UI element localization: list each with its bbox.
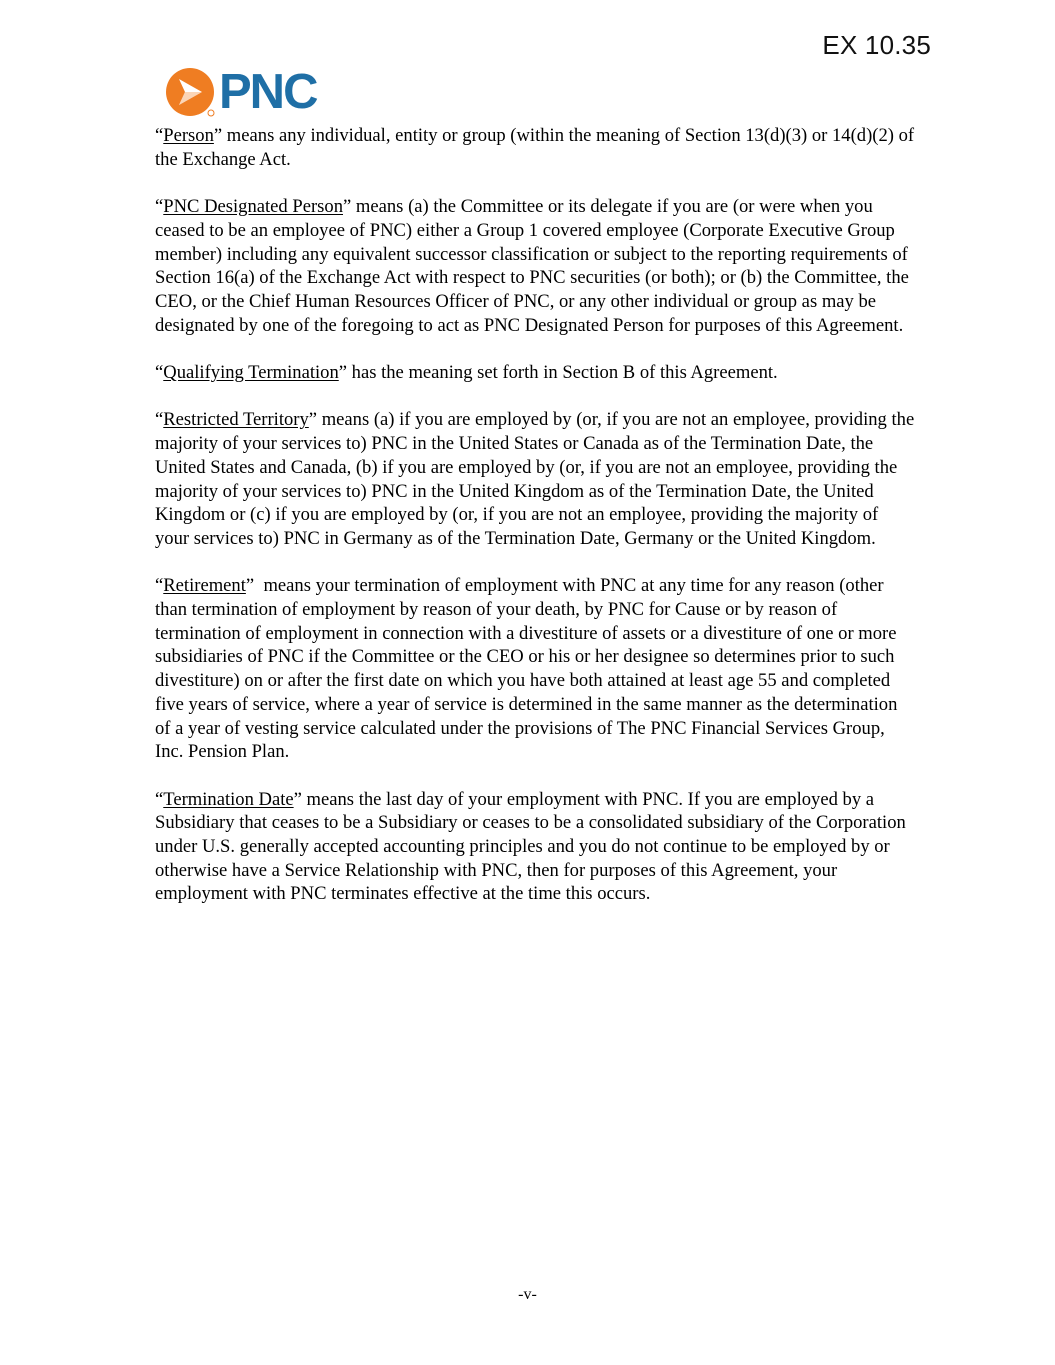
defined-term: Person <box>163 125 214 146</box>
definition-text: means the last day of your employment with PNC. If you are employed by a Subsidiary that ceases to be a Subsidiary or ceases to be a consolidated subsidiary of the Corporation under U.S. generally accepted accounting principles and you do not continue to be employed by or otherwise have a Service Relationship with PNC, then for purposes of this Agreement, your employment with PNC terminates effective at the time this occurs. <box>155 788 906 905</box>
definition-text: means (a) if you are employed by (or, if you are not an employee, providing the majority of your services to) PNC in the United States or Canada as of the Termination Date, the United States and Canada, (b) if you are employed by (or, if you are not an employee, providing the majority of your services to) PNC in the United Kingdom as of the Termination Date, the United Kingdom or (c) if you are employed by (or, if you are not an employee, providing the majority of your services to) PNC in Germany as of the Termination Date, Germany or the United Kingdom. <box>155 409 915 549</box>
pnc-arrow-logo-icon <box>165 66 217 118</box>
defined-term: Retirement <box>163 575 246 597</box>
definition-paragraph: “Person” means any individual, entity or group (within the meaning of Section 13(d)(3) or 14(d)(2) of the Exchange Act. <box>155 125 915 170</box>
definition-paragraph: “Termination Date” means the last day of your employment with PNC. If you are employed by a Subsidiary that ceases to be a Subsidiary or ceases to be a consolidated subsidiary of the Corporation under U.S. generally accepted accounting principles and you do not continue to be employed by or otherwise have a Service Relationship with PNC, then for purposes of this Agreement, your employment with PNC terminates effective at the time this occurs. <box>155 788 906 905</box>
definition-text: means (a) the Committee or its delegate if you are (or were when you ceased to be an employee of PNC) either a Group 1 covered employee (Corporate Executive Group member) including any equivalent successor classification or subject to the reporting requirements of Section 16(a) of the Exchange Act with respect to PNC securities (or both); or (b) the Committee, the CEO, or the Chief Human Resources Officer of PNC, or any other individual or group as may be designated by one of the foregoing to act as PNC Designated Person for purposes of this Agreement. <box>155 196 909 336</box>
definition-paragraph: “Qualifying Termination” has the meaning set forth in Section B of this Agreement. <box>155 362 778 383</box>
exhibit-label: EX 10.35 <box>822 30 931 60</box>
definitions-body <box>155 124 915 930</box>
definition-paragraph: “Restricted Territory” means (a) if you are employed by (or, if you are not an employee, providing the majority of your services to) PNC in the United States or Canada as of the Termination Date, the United States and Canada, (b) if you are employed by (or, if you are not an employee, providing the majority of your services to) PNC in the United Kingdom as of the Termination Date, the United Kingdom or (c) if you are employed by (or, if you are not an employee, providing the majority of your services to) PNC in Germany as of the Termination Date, Germany or the United Kingdom. <box>155 409 915 549</box>
definition-text: has the meaning set forth in Section B of this Agreement. <box>347 362 778 383</box>
definition-paragraph: “Retirement” means your termination of employment with PNC at any time for any reason (other than termination of employment by reason of your death, by PNC for Cause or by reason of termination of employment in connection with a divestiture of assets or a divestiture of one or more subsidiaries of PNC if the Committee or the CEO or his or her designee so determines prior to such divestiture) on or after the first date on which you have both attained at least age 55 and completed five years of service, where a year of service is determined in the same manner as the determination of a year of vesting service calculated under the provisions of The PNC Financial Services Group, Inc. Pension Plan. <box>155 575 903 763</box>
page-number: -v- <box>518 1286 537 1303</box>
defined-term: PNC Designated Person <box>163 196 343 218</box>
pnc-logo <box>165 66 316 118</box>
pnc-logo-text: PNC <box>219 65 317 119</box>
definition-text: means your termination of employment with PNC at any time for any reason (other than termination of employment by reason of your death, by PNC for Cause or by reason of termination of employment in connection with a divestiture of assets or a divestiture of one or more subsidiaries of PNC if the Committee or the CEO or his or her designee so determines prior to such divestiture) on or after the first date on which you have both attained at least age 55 and completed five years of service, where a year of service is determined in the same manner as the determination of a year of vesting service calculated under the provisions of The PNC Financial Services Group, Inc. Pension Plan. <box>155 575 903 763</box>
definition-paragraph: “PNC Designated Person” means (a) the Committee or its delegate if you are (or were when you ceased to be an employee of PNC) either a Group 1 covered employee (Corporate Executive Group member) including any equivalent successor classification or subject to the reporting requirements of Section 16(a) of the Exchange Act with respect to PNC securities (or both); or (b) the Committee, the CEO, or the Chief Human Resources Officer of PNC, or any other individual or group as may be designated by one of the foregoing to act as PNC Designated Person for purposes of this Agreement. <box>155 196 909 336</box>
definition-text: means any individual, entity or group (within the meaning of Section 13(d)(3) or 14(d)(2) of the Exchange Act. <box>155 125 915 170</box>
defined-term: Restricted Territory <box>163 409 309 431</box>
defined-term: Termination Date <box>163 788 294 810</box>
defined-term: Qualifying Termination <box>163 362 339 383</box>
